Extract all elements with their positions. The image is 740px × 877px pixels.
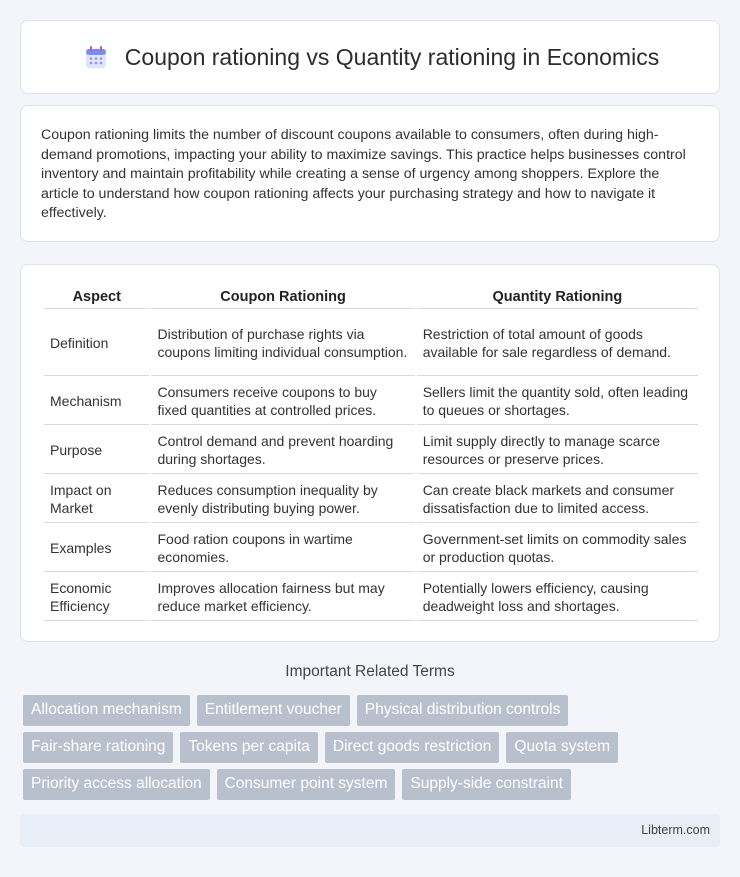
table-row xyxy=(44,523,698,572)
tag-row xyxy=(23,732,723,763)
cell-quantity: Limit supply directly to manage scarce resources or preserve prices. xyxy=(417,425,698,474)
related-term-tag[interactable]: Physical distribution controls xyxy=(357,695,569,726)
cell-coupon: Food ration coupons in wartime economies. xyxy=(151,523,414,572)
cell-aspect: Impact on Market xyxy=(44,474,149,523)
cell-aspect: Economic Efficiency xyxy=(44,572,149,621)
related-term-tag[interactable]: Tokens per capita xyxy=(180,732,318,763)
page-title: Coupon rationing vs Quantity rationing in Economics xyxy=(124,43,660,70)
cell-quantity: Can create black markets and consumer dissatisfaction due to limited access. xyxy=(417,474,698,523)
footer-brand-link[interactable]: Libterm.com xyxy=(641,823,710,837)
related-term-tag[interactable]: Fair-share rationing xyxy=(23,732,173,763)
related-term-tag[interactable]: Entitlement voucher xyxy=(197,695,350,726)
related-term-tag[interactable]: Allocation mechanism xyxy=(23,695,190,726)
table-row xyxy=(44,572,698,621)
header-quantity-rationing: Quantity Rationing xyxy=(417,285,698,309)
related-terms xyxy=(23,695,723,806)
table-row xyxy=(44,474,698,523)
comparison-table xyxy=(42,285,700,621)
cell-coupon: Distribution of purchase rights via coupons limiting individual consumption. xyxy=(151,309,414,376)
table-row xyxy=(44,309,698,376)
cell-coupon: Reduces consumption inequality by evenly distributing buying power. xyxy=(151,474,414,523)
cell-coupon: Control demand and prevent hoarding during shortages. xyxy=(151,425,414,474)
related-term-tag[interactable]: Supply-side constraint xyxy=(402,769,571,800)
calendar-grid-icon xyxy=(81,42,111,72)
cell-aspect: Purpose xyxy=(44,425,149,474)
header-coupon-rationing: Coupon Rationing xyxy=(151,285,414,309)
intro-card xyxy=(20,105,720,242)
cell-aspect: Examples xyxy=(44,523,149,572)
cell-quantity: Restriction of total amount of goods available for sale regardless of demand. xyxy=(417,309,698,376)
table-header-row xyxy=(44,285,698,309)
related-term-tag[interactable]: Quota system xyxy=(506,732,618,763)
cell-quantity: Potentially lowers efficiency, causing deadweight loss and shortages. xyxy=(417,572,698,621)
table-row xyxy=(44,376,698,425)
table-row xyxy=(44,425,698,474)
related-term-tag[interactable]: Direct goods restriction xyxy=(325,732,500,763)
related-term-tag[interactable]: Consumer point system xyxy=(217,769,396,800)
related-term-tag[interactable]: Priority access allocation xyxy=(23,769,210,800)
cell-aspect: Mechanism xyxy=(44,376,149,425)
comparison-table-card xyxy=(20,264,720,642)
cell-coupon: Improves allocation fairness but may reduce market efficiency. xyxy=(151,572,414,621)
tag-row xyxy=(23,769,723,800)
related-terms-title: Important Related Terms xyxy=(285,663,455,680)
header-aspect: Aspect xyxy=(44,285,149,309)
cell-quantity: Sellers limit the quantity sold, often leading to queues or shortages. xyxy=(417,376,698,425)
footer xyxy=(20,814,720,847)
tag-row xyxy=(23,695,723,726)
cell-aspect: Definition xyxy=(44,309,149,376)
title-card xyxy=(20,20,720,94)
cell-coupon: Consumers receive coupons to buy fixed quantities at controlled prices. xyxy=(151,376,414,425)
cell-quantity: Government-set limits on commodity sales or production quotas. xyxy=(417,523,698,572)
intro-text: Coupon rationing limits the number of discount coupons available to consumers, often during high-demand promotions, impacting your ability to maximize savings. This practice helps businesses control inventory and maintain profitability while creating a sense of urgency among shoppers. Explore the article to understand how coupon rationing affects your purchasing strategy and how to navigate it effectively. xyxy=(41,127,686,222)
